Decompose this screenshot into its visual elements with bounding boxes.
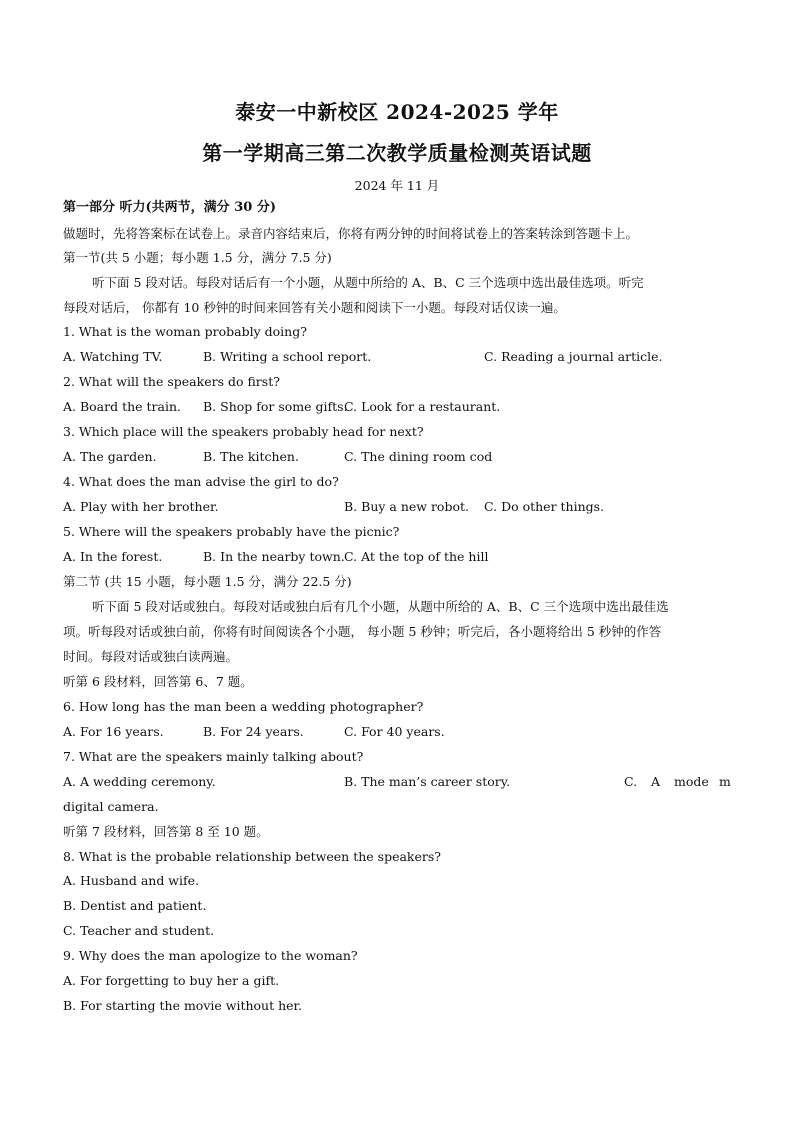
q4-option-b: B. Buy a new robot. bbox=[344, 499, 469, 514]
section2-intro-line2: 项。听每段对话或独白前，你将有时间阅读各个小题， 每小题 5 秒钟；听完后，各小题将给出 5 秒钟的作答 bbox=[63, 624, 662, 639]
q9-option-b: B. For starting the movie without her. bbox=[63, 998, 303, 1013]
q7-option-c-word2: mode bbox=[674, 774, 709, 789]
section1-intro-line2: 每段对话后， 你都有 10 秒钟的时间来回答有关小题和阅读下一小题。每段对话仅读一遍。 bbox=[63, 300, 566, 315]
q1-option-c: C. Reading a journal article. bbox=[484, 349, 663, 364]
part1-heading: 第一部分 听力(共两节，满分 30 分) bbox=[63, 200, 276, 215]
section1-heading: 第一节(共 5 小题；每小题 1.5 分，满分 7.5 分) bbox=[63, 250, 332, 265]
question-2: 2. What will the speakers do first? bbox=[63, 374, 280, 389]
instructions: 做题时，先将答案标在试卷上。录音内容结束后，你将有两分钟的时间将试卷上的答案转涂到答题卡上。 bbox=[63, 226, 639, 241]
q5-option-b: B. In the nearby town. bbox=[203, 549, 345, 564]
q3-option-b: B. The kitchen. bbox=[203, 449, 299, 464]
q8-option-c: C. Teacher and student. bbox=[63, 923, 215, 938]
q2-option-c: C. Look for a restaurant. bbox=[344, 399, 501, 414]
q5-option-a: A. In the forest. bbox=[63, 549, 163, 564]
q5-option-c: C. At the top of the hill bbox=[344, 549, 489, 564]
question-8: 8. What is the probable relationship between the speakers? bbox=[63, 849, 441, 864]
q7-option-c-word1: A bbox=[651, 774, 661, 789]
q1-option-a: A. Watching TV. bbox=[63, 349, 163, 364]
question-7: 7. What are the speakers mainly talking about? bbox=[63, 749, 364, 764]
exam-title-line1: 泰安一中新校区 2024-2025 学年 bbox=[235, 100, 559, 124]
section2-heading: 第二节 (共 15 小题，每小题 1.5 分，满分 22.5 分) bbox=[63, 574, 352, 589]
q8-option-b: B. Dentist and patient. bbox=[63, 898, 207, 913]
q6-option-b: B. For 24 years. bbox=[203, 724, 304, 739]
q4-option-a: A. Play with her brother. bbox=[63, 499, 219, 514]
q1-option-b: B. Writing a school report. bbox=[203, 349, 372, 364]
section1-intro-line1: 听下面 5 段对话。每段对话后有一个小题，从题中所给的 A、B、C 三个选项中选出最佳选项。听完 bbox=[92, 275, 644, 290]
q6-option-a: A. For 16 years. bbox=[63, 724, 164, 739]
q9-option-a: A. For forgetting to buy her a gift. bbox=[63, 973, 280, 988]
question-5: 5. Where will the speakers probably have the picnic? bbox=[63, 524, 400, 539]
q6-option-c: C. For 40 years. bbox=[344, 724, 445, 739]
q3-option-a: A. The garden. bbox=[63, 449, 157, 464]
q7-option-c-continued: digital camera. bbox=[63, 799, 159, 814]
q7-option-a: A. A wedding ceremony. bbox=[63, 774, 216, 789]
exam-date: 2024 年 11 月 bbox=[354, 178, 440, 193]
q7-option-c-word3: m bbox=[719, 774, 731, 789]
material-7-heading: 听第 7 段材料，回答第 8 至 10 题。 bbox=[63, 824, 269, 839]
question-3: 3. Which place will the speakers probably head for next? bbox=[63, 424, 424, 439]
question-1: 1. What is the woman probably doing? bbox=[63, 324, 307, 339]
section2-intro-line3: 时间。每段对话或独白读两遍。 bbox=[63, 649, 239, 664]
q3-option-c: C. The dining room cod bbox=[344, 449, 493, 464]
question-6: 6. How long has the man been a wedding photographer? bbox=[63, 699, 424, 714]
q8-option-a: A. Husband and wife. bbox=[63, 873, 199, 888]
material-6-heading: 听第 6 段材料，回答第 6、7 题。 bbox=[63, 674, 253, 689]
section2-intro-line1: 听下面 5 段对话或独白。每段对话或独白后有几个小题，从题中所给的 A、B、C 三个选项中选出最佳选 bbox=[92, 599, 669, 614]
q2-option-a: A. Board the train. bbox=[63, 399, 182, 414]
question-9: 9. Why does the man apologize to the woman? bbox=[63, 948, 358, 963]
q4-option-c: C. Do other things. bbox=[484, 499, 605, 514]
q7-option-c-label: C. bbox=[624, 774, 638, 789]
question-4: 4. What does the man advise the girl to do? bbox=[63, 474, 339, 489]
exam-title-line2: 第一学期高三第二次教学质量检测英语试题 bbox=[202, 141, 592, 165]
q7-option-b: B. The man’s career story. bbox=[344, 774, 511, 789]
q2-option-b: B. Shop for some gifts. bbox=[203, 399, 348, 414]
